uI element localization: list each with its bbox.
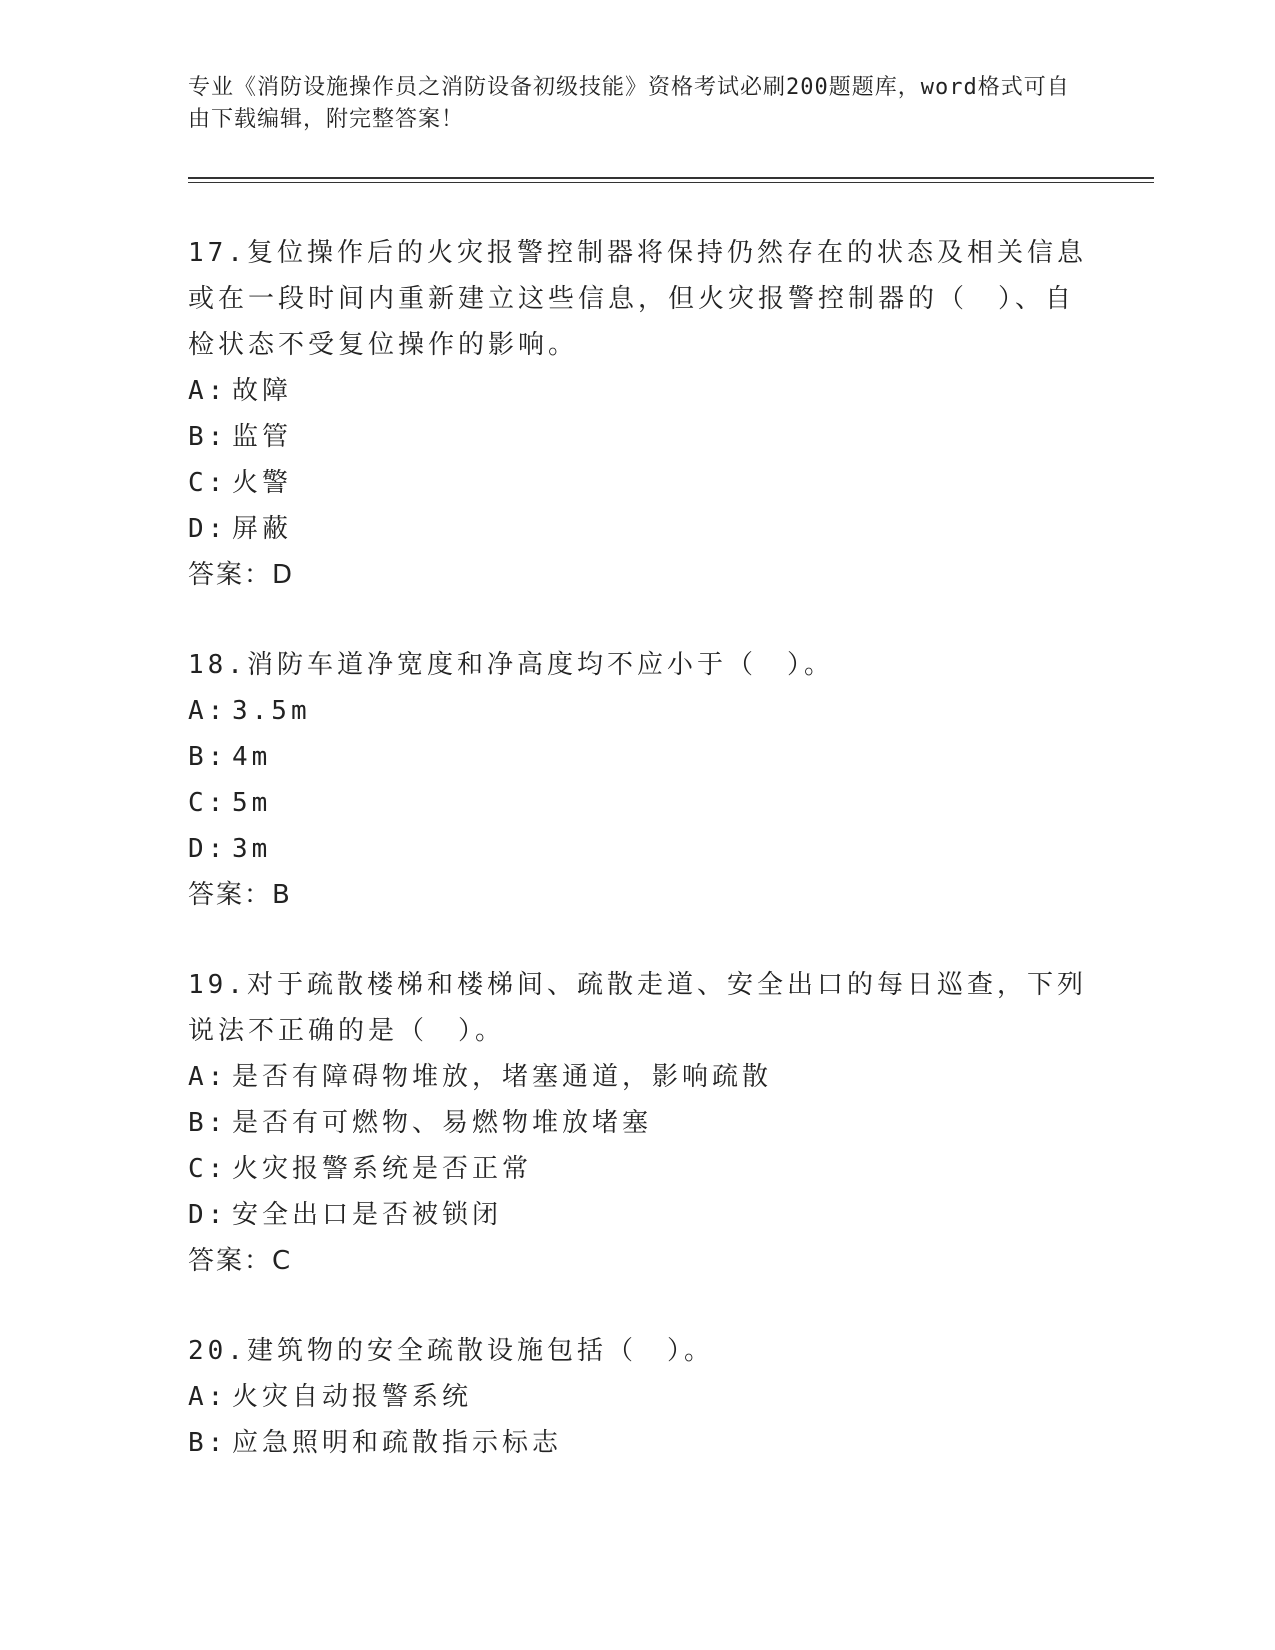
option-text: 3m [232,834,272,864]
option-label: D: [188,1200,228,1230]
option-label: D: [188,834,228,864]
question-stem: 20.建筑物的安全疏散设施包括（ ）。 [188,1336,714,1366]
option-c [188,780,1088,826]
option-d [188,506,1088,552]
question-20 [188,1328,1088,1466]
option-d [188,826,1088,872]
option-a [188,688,1088,734]
option-d [188,1192,1088,1238]
option-a [188,368,1088,414]
option-label: A: [188,376,228,406]
option-text: 应急照明和疏散指示标志 [232,1428,563,1458]
question-18 [188,642,1088,918]
option-c [188,1146,1088,1192]
option-text: 4m [232,742,272,772]
option-label: C: [188,468,228,498]
option-text: 火灾自动报警系统 [232,1382,473,1412]
option-b [188,1420,1088,1466]
option-label: B: [188,742,228,772]
option-label: A: [188,1382,228,1412]
option-text: 是否有障碍物堆放，堵塞通道，影响疏散 [232,1062,773,1092]
answer-line: 答案：B [188,880,292,910]
option-b [188,1100,1088,1146]
document-header: 专业《消防设施操作员之消防设备初级技能》资格考试必刷200题题库，word格式可自由下载编辑，附完整答案！ [188,75,1070,132]
question-stem: 17.复位操作后的火灾报警控制器将保持仍然存在的状态及相关信息或在一段时间内重新建立这些信息，但火灾报警控制器的（ ）、自检状态不受复位操作的影响。 [188,238,1087,360]
answer-line: 答案：D [188,560,295,590]
option-text: 3.5m [232,696,311,726]
question-list [188,230,1088,1510]
option-c [188,460,1088,506]
answer-line: 答案：C [188,1246,293,1276]
option-label: B: [188,1428,228,1458]
option-text: 屏蔽 [232,514,293,544]
option-b [188,414,1088,460]
question-stem: 18.消防车道净宽度和净高度均不应小于（ ）。 [188,650,834,680]
option-text: 故障 [232,376,293,406]
option-label: B: [188,1108,228,1138]
question-17 [188,230,1088,598]
option-label: A: [188,696,228,726]
option-label: C: [188,788,228,818]
header-divider-thin [188,182,1154,183]
option-label: A: [188,1062,228,1092]
question-19 [188,962,1088,1284]
option-text: 5m [232,788,272,818]
option-text: 火灾报警系统是否正常 [232,1154,533,1184]
option-text: 监管 [232,422,293,452]
header-divider-thick [188,177,1154,179]
option-text: 是否有可燃物、易燃物堆放堵塞 [232,1108,653,1138]
option-label: B: [188,422,228,452]
option-text: 安全出口是否被锁闭 [232,1200,503,1230]
option-label: D: [188,514,228,544]
question-stem: 19.对于疏散楼梯和楼梯间、疏散走道、安全出口的每日巡查，下列说法不正确的是（ ）。 [188,970,1087,1046]
option-a [188,1054,1088,1100]
option-text: 火警 [232,468,293,498]
option-b [188,734,1088,780]
option-a [188,1374,1088,1420]
option-label: C: [188,1154,228,1184]
